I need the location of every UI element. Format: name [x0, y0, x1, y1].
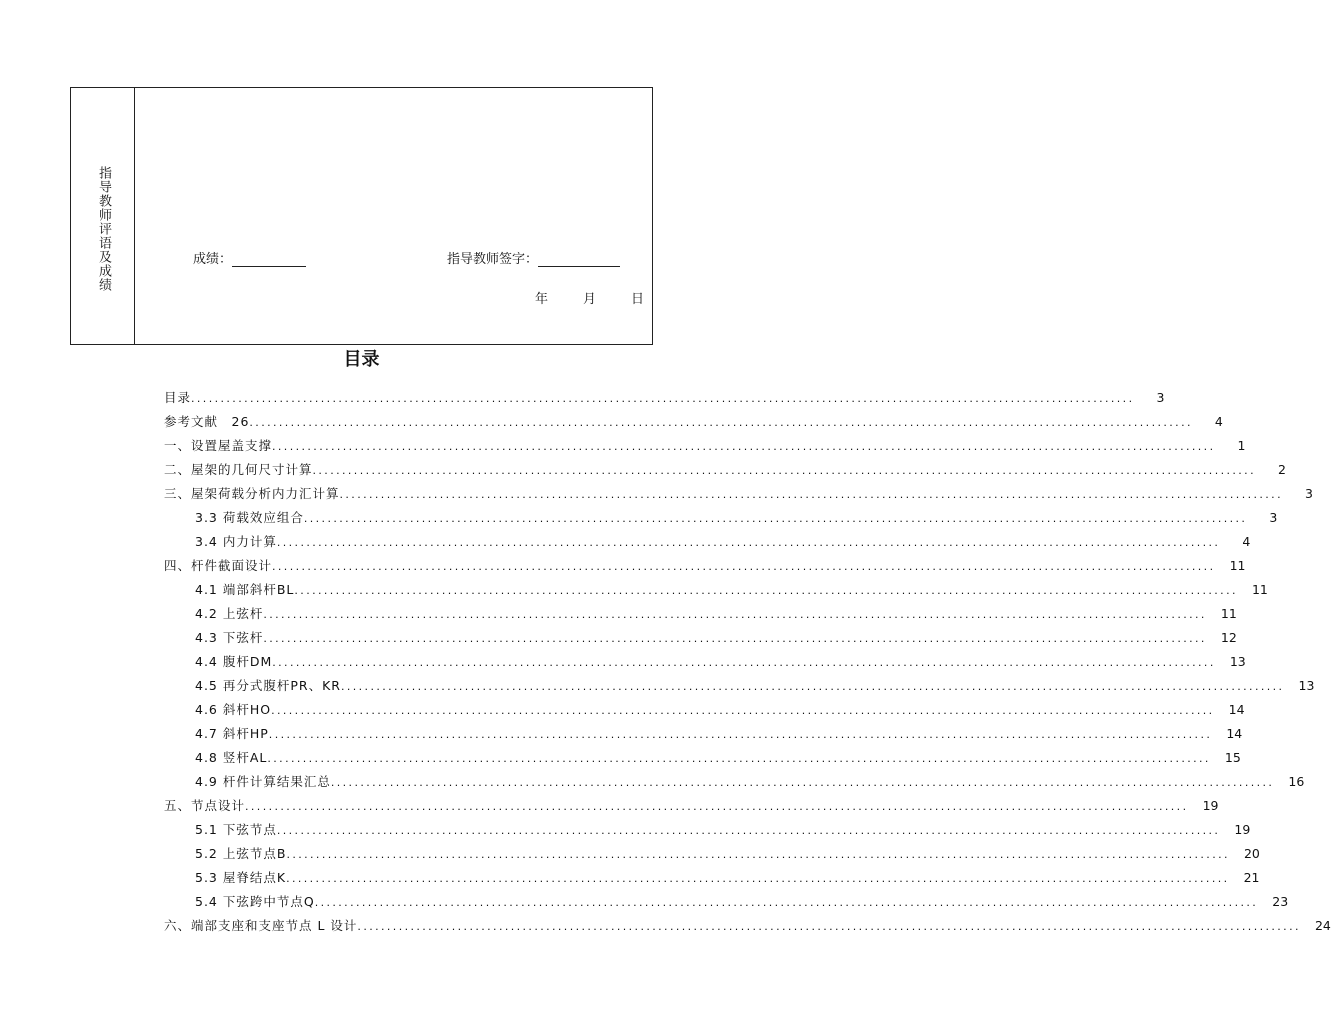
toc-entry-page: 13 — [1298, 678, 1315, 693]
toc-entry-title: 4.7 斜杆HP — [195, 726, 269, 741]
toc-entry-page: 4 — [1214, 414, 1223, 429]
toc-entry[interactable] — [164, 508, 1278, 528]
toc-leader-dots: ................................................................................................................................................................ — [294, 584, 1238, 597]
toc-leader-dots: ................................................................................................................................................................ — [249, 416, 1193, 429]
toc-entry-title: 5.4 下弦跨中节点Q — [195, 894, 315, 909]
toc-entry-page: 21 — [1243, 870, 1260, 885]
toc-leader-dots: ................................................................................................................................................................ — [276, 536, 1221, 549]
toc-entry-title: 4.4 腹杆DM — [195, 654, 273, 669]
toc-entry-title: 4.6 斜杆HO — [195, 702, 272, 717]
toc-leader-dots: ................................................................................................................................................................ — [312, 464, 1256, 477]
toc-entry-title: 5.2 上弦节点B — [195, 846, 287, 861]
toc-entry[interactable] — [164, 772, 1305, 792]
toc-entry[interactable] — [164, 652, 1246, 672]
toc-entry[interactable] — [164, 916, 1331, 936]
toc-entry[interactable] — [164, 556, 1246, 576]
toc-entry-page: 2 — [1278, 462, 1286, 477]
toc-leader-dots: ................................................................................................................................................................ — [330, 776, 1275, 789]
toc-entry[interactable] — [164, 868, 1260, 888]
toc-entry[interactable] — [164, 820, 1251, 840]
date-field — [535, 288, 644, 307]
toc-entry[interactable] — [164, 460, 1286, 480]
toc-entry-page: 23 — [1272, 894, 1289, 909]
evaluation-label-column — [71, 88, 135, 344]
toc-entry-title: 一、设置屋盖支撑 — [164, 438, 273, 453]
toc-leader-dots: ................................................................................................................................................................ — [303, 512, 1248, 525]
toc-leader-dots: ................................................................................................................................................................ — [357, 920, 1301, 933]
toc-entry-title: 二、屋架的几何尺寸计算 — [164, 462, 313, 477]
toc-entry-page: 3 — [1269, 510, 1278, 525]
toc-entry-title: 参考文献 26 — [164, 414, 250, 429]
toc-leader-dots: ................................................................................................................................................................ — [245, 800, 1189, 813]
toc-entry-page: 11 — [1229, 558, 1246, 573]
toc-entry-page: 3 — [1305, 486, 1313, 501]
toc-entry[interactable] — [164, 700, 1245, 720]
toc-leader-dots: ................................................................................................................................................................ — [271, 704, 1215, 717]
toc-leader-dots: ................................................................................................................................................................ — [272, 656, 1216, 669]
toc-entry-page: 13 — [1229, 654, 1246, 669]
toc-leader-dots: ................................................................................................................................................................ — [272, 440, 1216, 453]
toc-entry[interactable] — [164, 676, 1315, 696]
toc-entry[interactable] — [164, 724, 1243, 744]
grade-label: 成绩： — [193, 252, 233, 267]
toc-entry-title: 四、杆件截面设计 — [164, 558, 273, 573]
signature-blank — [538, 252, 620, 267]
year-label: 年 — [535, 292, 549, 307]
grade-blank — [232, 252, 306, 267]
toc-leader-dots: ................................................................................................................................................................ — [339, 488, 1283, 501]
toc-entry-page: 4 — [1242, 534, 1251, 549]
toc-entry-title: 五、节点设计 — [164, 798, 246, 813]
toc-entry[interactable] — [164, 604, 1237, 624]
day-label: 日 — [631, 292, 645, 307]
toc-leader-dots: ................................................................................................................................................................ — [263, 632, 1207, 645]
toc-leader-dots: ................................................................................................................................................................ — [286, 848, 1230, 861]
toc-entry[interactable] — [164, 436, 1246, 456]
toc-entry[interactable] — [164, 628, 1237, 648]
toc-entry-page: 16 — [1288, 774, 1305, 789]
toc-leader-dots: ................................................................................................................................................................ — [314, 896, 1259, 909]
toc-leader-dots: ................................................................................................................................................................ — [276, 824, 1221, 837]
toc-entry-page: 3 — [1156, 390, 1165, 405]
toc-entry-page: 19 — [1202, 798, 1219, 813]
toc-entry[interactable] — [164, 484, 1313, 504]
toc-entry-title: 5.1 下弦节点 — [195, 822, 277, 837]
toc-entry[interactable] — [164, 388, 1165, 408]
toc-leader-dots: ................................................................................................................................................................ — [340, 680, 1285, 693]
toc-entry-title: 六、端部支座和支座节点 L 设计 — [164, 918, 358, 933]
toc-entry[interactable] — [164, 844, 1260, 864]
toc-entry[interactable] — [164, 748, 1241, 768]
grade-field — [193, 248, 306, 267]
toc-entry-title: 4.3 下弦杆 — [195, 630, 264, 645]
toc-entry-title: 目录 — [164, 390, 192, 405]
toc-leader-dots: ................................................................................................................................................................ — [286, 872, 1230, 885]
toc-leader-dots: ................................................................................................................................................................ — [272, 560, 1216, 573]
toc-entry-page: 14 — [1226, 726, 1243, 741]
toc-leader-dots: ................................................................................................................................................................ — [191, 392, 1135, 405]
evaluation-box — [70, 87, 653, 345]
toc-entry-page: 15 — [1224, 750, 1241, 765]
toc-leader-dots: ................................................................................................................................................................ — [268, 728, 1213, 741]
toc-entry-title: 4.8 竖杆AL — [195, 750, 268, 765]
toc-entry-page: 19 — [1234, 822, 1251, 837]
toc-title: 目录 — [343, 349, 380, 370]
signature-label: 指导教师签字： — [447, 252, 539, 267]
toc-entry-page: 11 — [1251, 582, 1268, 597]
toc-entry[interactable] — [164, 892, 1289, 912]
toc-entry-page: 1 — [1237, 438, 1246, 453]
toc-leader-dots: ................................................................................................................................................................ — [263, 608, 1207, 621]
toc-entry-title: 3.4 内力计算 — [195, 534, 277, 549]
toc-entry[interactable] — [164, 796, 1219, 816]
toc-entry-title: 3.3 荷载效应组合 — [195, 510, 304, 525]
toc-entry-page: 14 — [1228, 702, 1245, 717]
signature-field — [447, 248, 620, 267]
toc-entry-title: 4.2 上弦杆 — [195, 606, 264, 621]
toc-entry-title: 4.9 杆件计算结果汇总 — [195, 774, 331, 789]
toc-entry-page: 12 — [1220, 630, 1237, 645]
toc-entry-title: 4.1 端部斜杆BL — [195, 582, 295, 597]
toc-entry[interactable] — [164, 412, 1223, 432]
toc-entry-page: 20 — [1243, 846, 1260, 861]
toc-entry-page: 24 — [1314, 918, 1331, 933]
evaluation-label: 指导教师评语及成绩 — [96, 166, 111, 292]
month-label: 月 — [583, 292, 597, 307]
toc-entry[interactable] — [164, 580, 1268, 600]
toc-entry-title: 4.5 再分式腹杆PR、KR — [195, 678, 341, 693]
toc-entry-title: 三、屋架荷载分析内力汇计算 — [164, 486, 340, 501]
toc-leader-dots: ................................................................................................................................................................ — [267, 752, 1211, 765]
toc-entry[interactable] — [164, 532, 1251, 552]
toc-entry-title: 5.3 屋脊结点K — [195, 870, 287, 885]
toc-entry-page: 11 — [1220, 606, 1237, 621]
